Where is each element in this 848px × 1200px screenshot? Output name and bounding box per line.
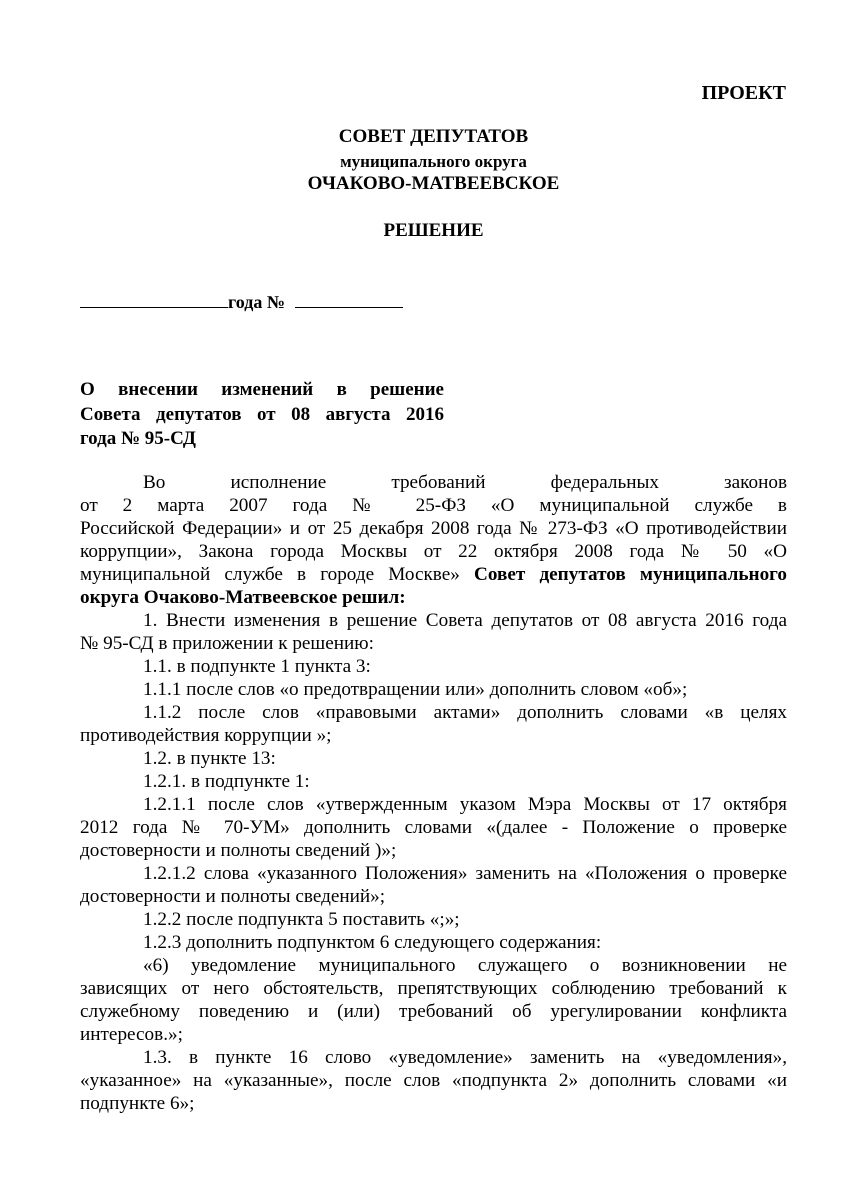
item-1-2-1-2-line: 1.2.1.2 слова «указанного Положения» заменить на «Положения о проверке <box>143 863 787 884</box>
preamble-line: от 2 марта 2007 года № 25-ФЗ «О муниципальной службе в <box>80 495 787 516</box>
item-1-2-1-2-line: достоверности и полноты сведений»; <box>80 886 386 907</box>
item-1-2-1-1-line: достоверности и полноты сведений )»; <box>80 840 397 861</box>
item-1-2-2: 1.2.2 после подпункта 5 поставить «;»; <box>143 909 460 930</box>
item-1-2-3: 1.2.3 дополнить подпунктом 6 следующего содержания: <box>143 932 602 953</box>
preamble-resolution: округа Очаково-Матвеевское решил: <box>80 587 406 608</box>
number-blank <box>295 290 403 308</box>
council-title: СОВЕТ ДЕПУТАТОВ <box>338 126 529 147</box>
item-1-2: 1.2. в пункте 13: <box>143 748 276 769</box>
quoted-subitem-line: интересов.»; <box>80 1024 183 1045</box>
item-1-2-1: 1.2.1. в подпункте 1: <box>143 771 310 792</box>
quoted-subitem-line: зависящих от него обстоятельств, препятствующих соблюдению требований к <box>80 978 787 999</box>
item-1-3-line: подпункте 6»; <box>80 1093 195 1114</box>
item-1-line: № 95-СД в приложении к решению: <box>80 633 374 654</box>
item-1-2-1-1-line: 1.2.1.1 после слов «утвержденным указом Мэра Москвы от 17 октября <box>143 794 787 815</box>
item-1-1: 1.1. в подпункте 1 пункта 3: <box>143 656 371 677</box>
date-number-line <box>80 290 403 313</box>
item-1-line: 1. Внести изменения в решение Совета депутатов от 08 августа 2016 года <box>143 610 787 631</box>
preamble-bold-text: Совет депутатов муниципального <box>474 564 787 585</box>
preamble-line: коррупции», Закона города Москвы от 22 октября 2008 года № 50 «О <box>80 541 787 562</box>
date-blank <box>80 290 228 308</box>
item-1-1-2-line: 1.1.2 после слов «правовыми актами» дополнить словами «в целях <box>143 702 787 723</box>
subject-line-1: О внесении изменений в решение <box>80 379 444 400</box>
item-1-3-line: «указанное» на «указанные», после слов «подпункта 2» дополнить словами «и <box>80 1070 787 1091</box>
district-name: ОЧАКОВО-МАТВЕЕВСКОЕ <box>307 173 560 194</box>
quoted-subitem-line: служебному поведению и (или) требований об урегулировании конфликта <box>80 1001 787 1022</box>
year-number-label: года № <box>228 292 285 312</box>
draft-stamp: ПРОЕКТ <box>701 82 786 104</box>
preamble-line <box>80 564 787 587</box>
item-1-1-2-line: противодействия коррупции »; <box>80 725 332 746</box>
subject-line-2: Совета депутатов от 08 августа 2016 <box>80 403 444 425</box>
preamble-line: Во исполнение требований федеральных законов <box>143 472 787 493</box>
subject-line-3: года № 95-СД <box>80 428 196 449</box>
council-subtitle: муниципального округа <box>340 152 527 171</box>
decision-subject <box>80 378 444 452</box>
item-1-1-1: 1.1.1 после слов «о предотвращении или» дополнить словом «об»; <box>143 679 688 700</box>
decision-heading: РЕШЕНИЕ <box>383 220 484 241</box>
item-1-3-line: 1.3. в пункте 16 слово «уведомление» заменить на «уведомления», <box>143 1047 787 1068</box>
preamble-line: Российской Федерации» и от 25 декабря 2008 года № 273-ФЗ «О противодействии <box>80 518 787 539</box>
quoted-subitem-line: «6) уведомление муниципального служащего о возникновении не <box>143 955 787 976</box>
item-1-2-1-1-line: 2012 года № 70-УМ» дополнить словами «(далее - Положение о проверке <box>80 817 787 838</box>
preamble-plain-text: муниципальной службе в городе Москве» <box>80 564 460 585</box>
